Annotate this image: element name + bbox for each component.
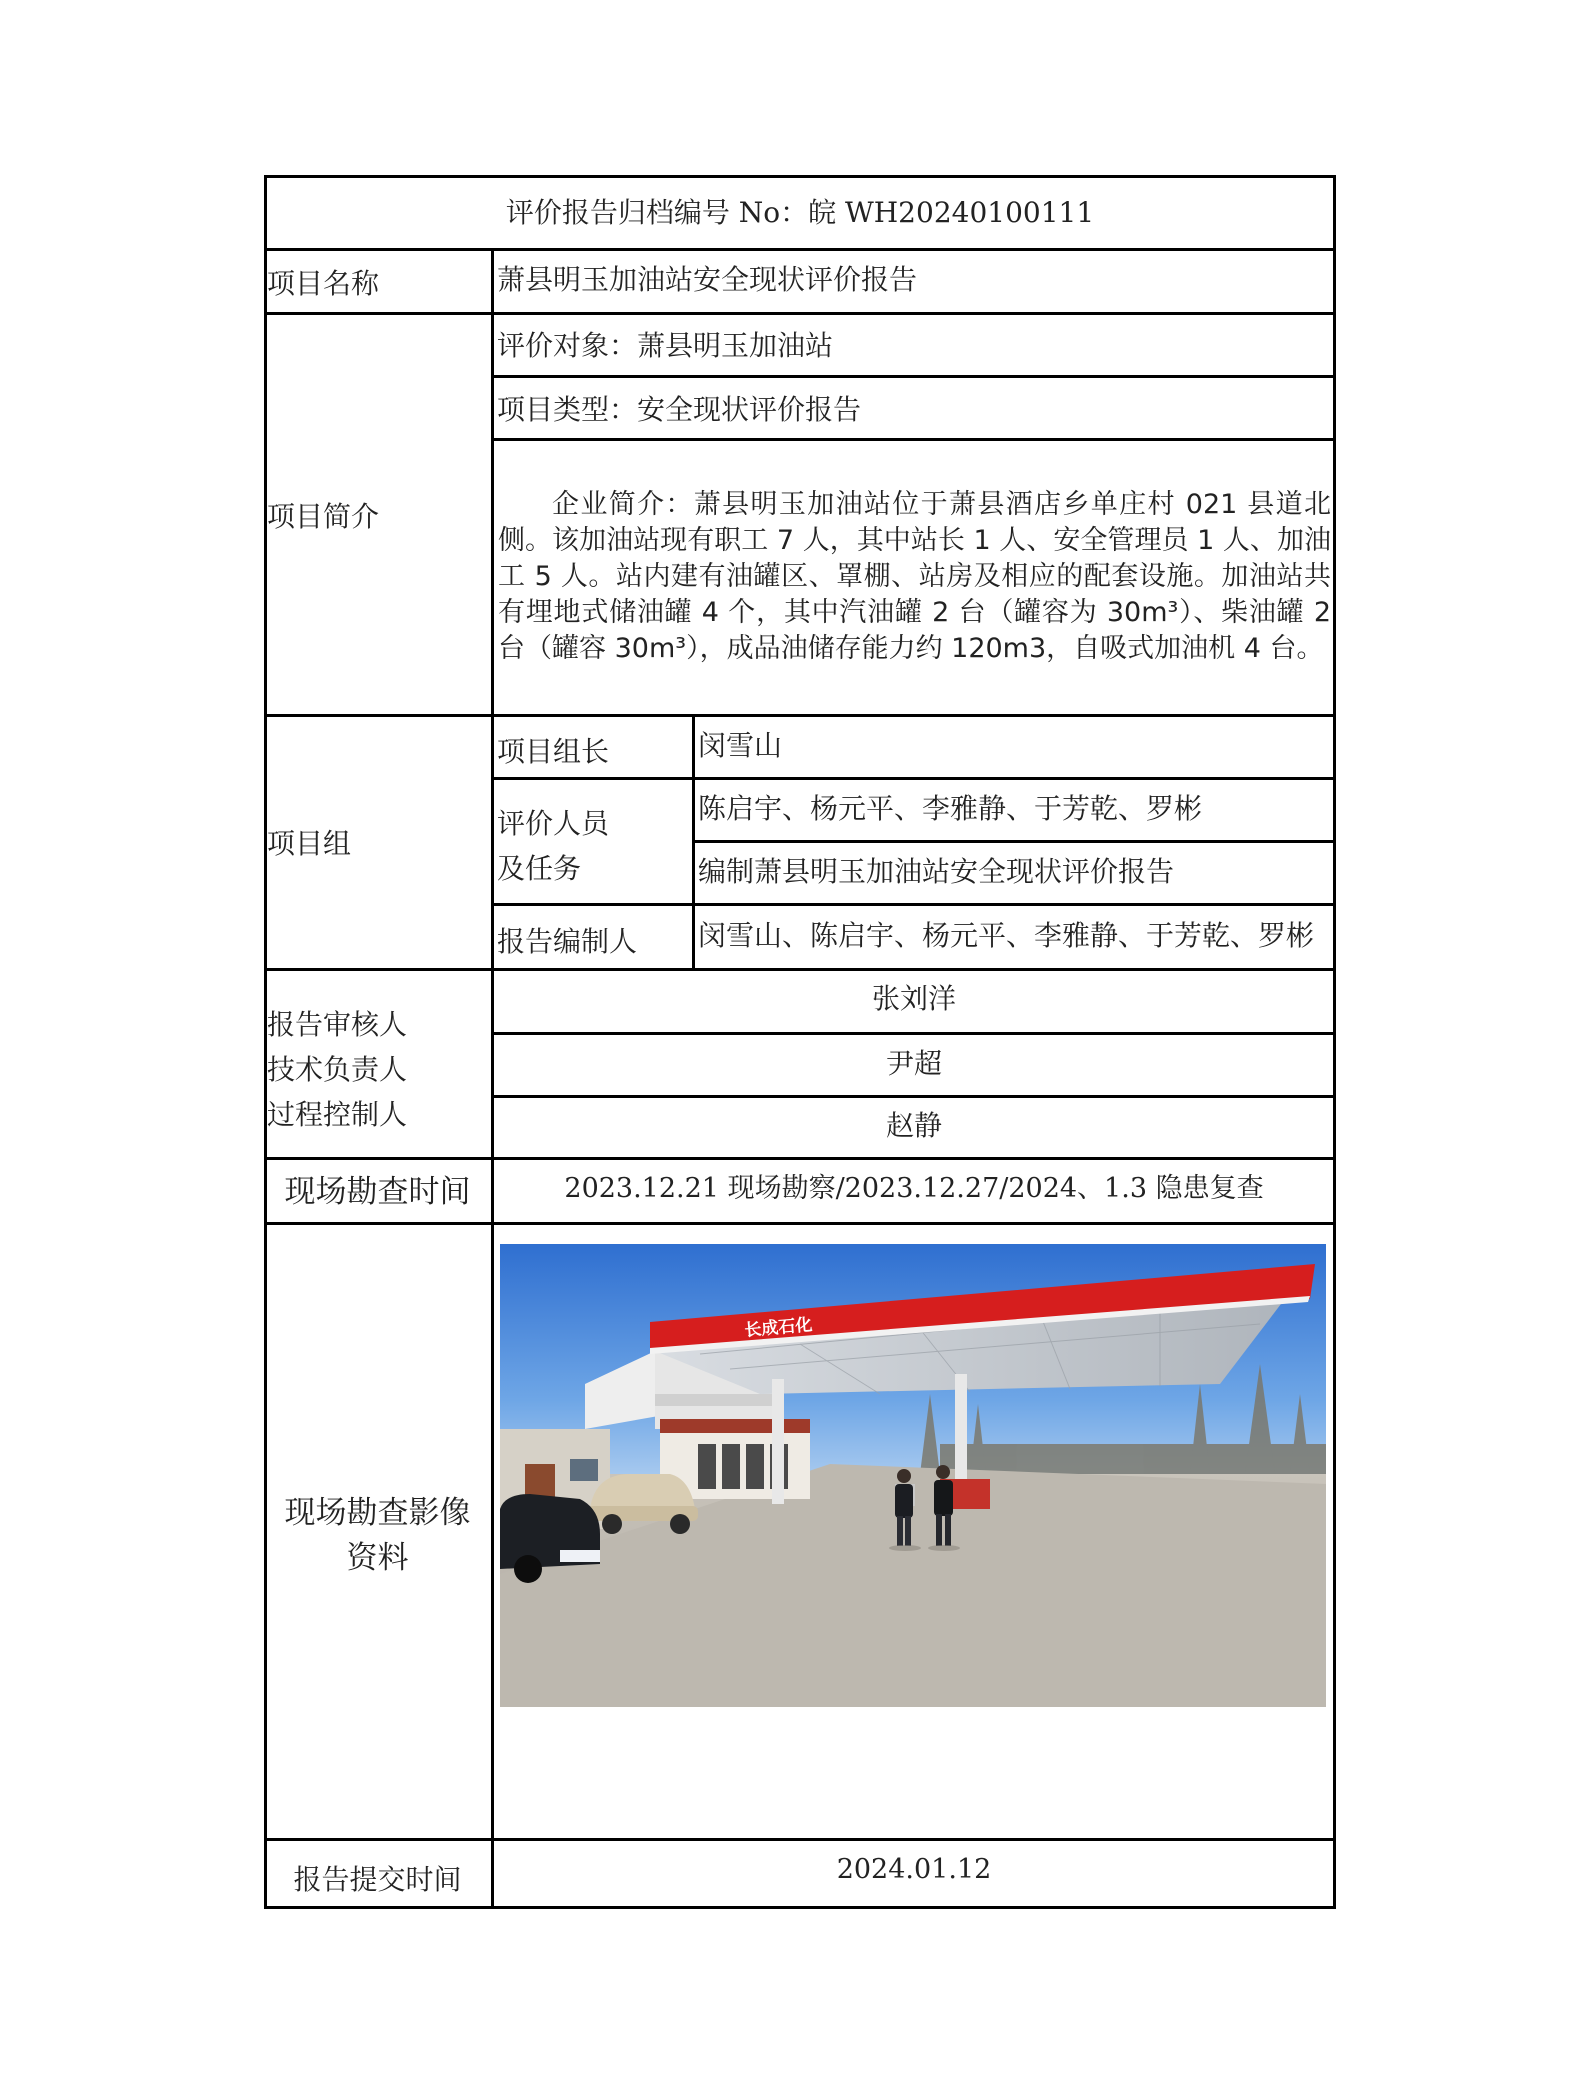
submit-time-label: 报告提交时间 (293, 1863, 462, 1896)
divider (264, 714, 1336, 717)
task-value: 编制萧县明玉加油站安全现状评价报告 (698, 855, 1175, 888)
divider (493, 375, 1336, 378)
compilers-label: 报告编制人 (497, 925, 638, 958)
divider (493, 438, 1336, 441)
divider (493, 1095, 1336, 1098)
divider (264, 968, 1336, 971)
canopy-sign: 长成石化 (743, 1315, 814, 1341)
leader-value: 闵雪山 (698, 729, 783, 762)
reviewer-label: 报告审核人 (267, 1008, 408, 1041)
process-control-value: 赵静 (885, 1109, 942, 1142)
divider (493, 777, 1336, 780)
divider (264, 1838, 1336, 1841)
survey-time-label: 现场勘查时间 (284, 1174, 471, 1210)
site-survey-photo (500, 1244, 1326, 1707)
divider (693, 840, 1336, 843)
archive-number: 评价报告归档编号 No：皖 WH20240100111 (505, 196, 1095, 229)
tech-lead-label: 技术负责人 (267, 1053, 408, 1086)
survey-photo-label-line1: 现场勘查影像 (284, 1495, 471, 1531)
divider (493, 1032, 1336, 1035)
divider (493, 903, 1336, 906)
project-intro-label: 项目简介 (267, 500, 380, 533)
leader-label: 项目组长 (497, 735, 610, 768)
evaluators-label-2: 及任务 (497, 852, 582, 885)
survey-photo-label-line2: 资料 (346, 1540, 409, 1576)
company-intro: 企业简介：萧县明玉加油站位于萧县酒店乡单庄村 021 县道北侧。该加油站现有职工 7 人，其中站长 1 人、安全管理员 1 人、加油工 5 人。站内建有油罐区、罩棚、站房及相应的配套设施。加油站共有埋地式储油罐 4 个，其中汽油罐 2 台（罐容为 30m³）、柴油罐 2 台（罐容 30m³），成品油储存能力约 120m3，自吸式加油机 4 台。 (498, 489, 1331, 664)
divider (264, 1157, 1336, 1160)
project-type: 项目类型：安全现状评价报告 (497, 393, 862, 426)
project-name-value: 萧县明玉加油站安全现状评价报告 (497, 263, 918, 296)
process-control-label: 过程控制人 (267, 1098, 408, 1131)
evaluators-value: 陈启宇、杨元平、李雅静、于芳乾、罗彬 (698, 792, 1203, 825)
survey-photo-label (264, 1491, 491, 1581)
project-group-label: 项目组 (267, 827, 352, 860)
tech-lead-value: 尹超 (885, 1047, 942, 1080)
eval-target: 评价对象：萧县明玉加油站 (497, 329, 834, 362)
submit-time-value: 2024.01.12 (836, 1854, 992, 1885)
project-name-label: 项目名称 (267, 267, 380, 300)
evaluators-label-1: 评价人员 (497, 807, 610, 840)
divider (264, 248, 1336, 251)
compilers-value: 闵雪山、陈启宇、杨元平、李雅静、于芳乾、罗彬 (698, 919, 1315, 952)
divider (264, 312, 1336, 315)
divider (264, 1222, 1336, 1225)
survey-time-value: 2023.12.21 现场勘察/2023.12.27/2024、1.3 隐患复查 (564, 1173, 1264, 1204)
reviewer-value: 张刘洋 (871, 982, 956, 1015)
